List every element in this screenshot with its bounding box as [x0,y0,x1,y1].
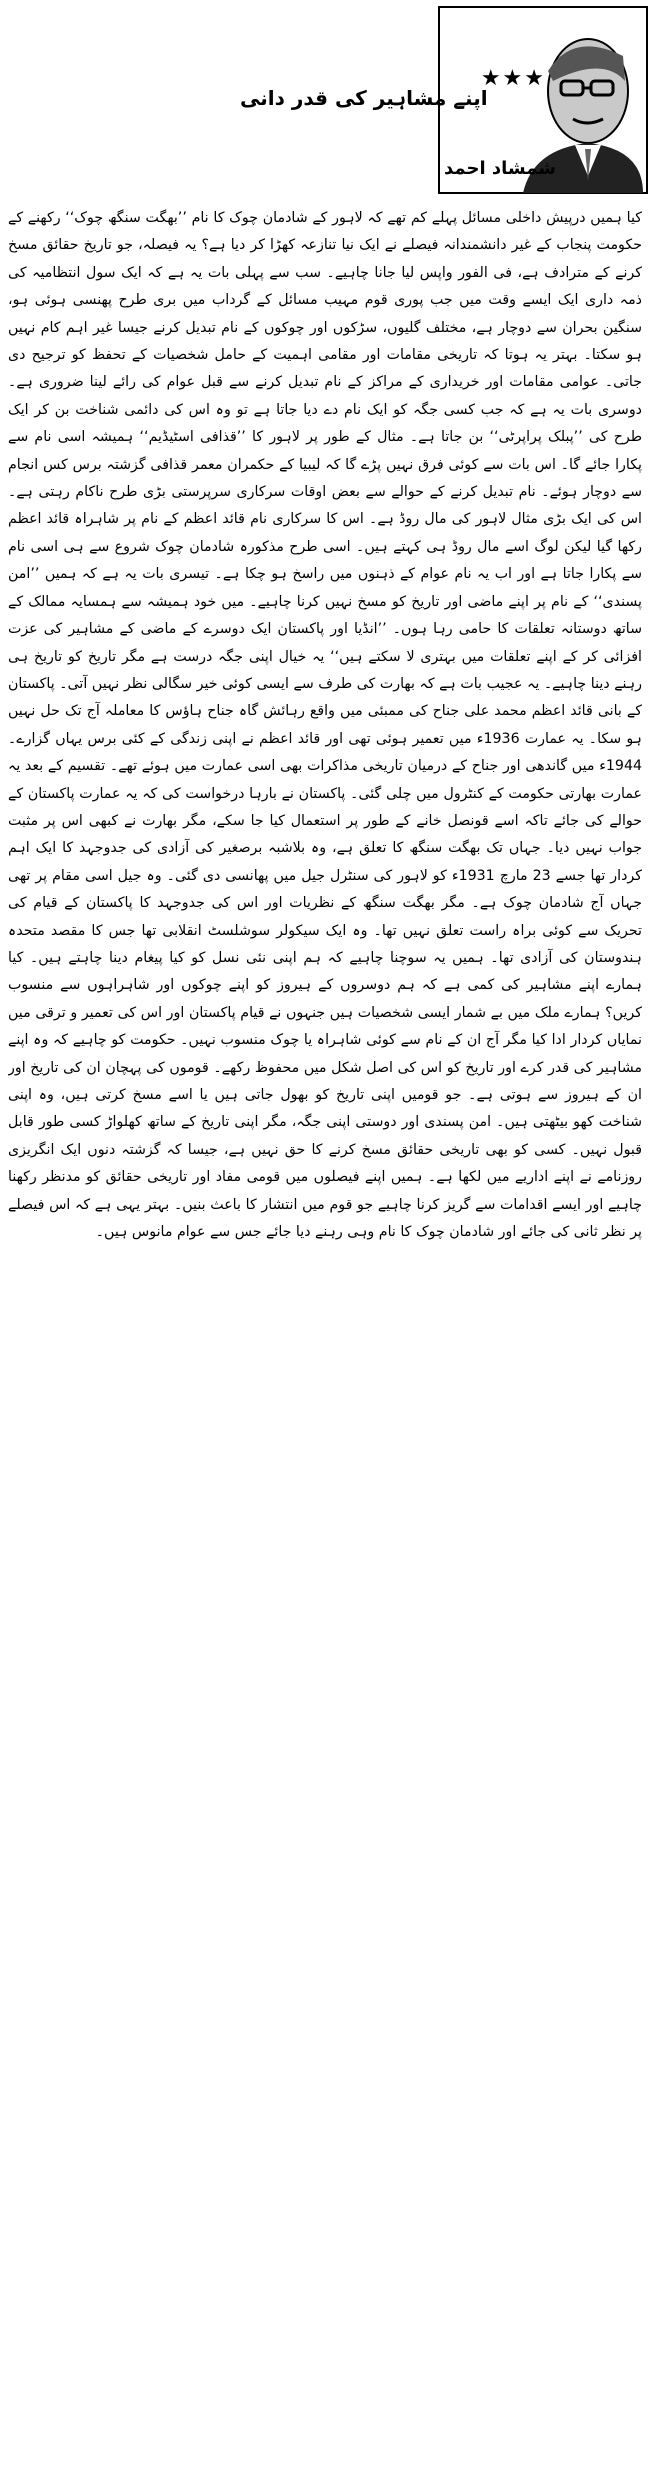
rating-stars: ★★★ [480,66,546,91]
article-body [8,205,642,2480]
article-paragraph: کیا ہمیں درپیش داخلی مسائل پہلے کم تھے کہ لاہور کے شادمان چوک کا نام ’’بھگت سنگھ چوک‘‘ رکھنے کے حکومت پنجاب کے غیر دانشمندانہ فیصلے نے ایک نیا تنازعہ کھڑا کر دیا ہے؟ یہ فیصلہ، جو تاریخ حقائق مسخ کرنے کے مترادف ہے، فی الفور واپس لیا جانا چاہیے۔ سب سے پہلی بات یہ ہے کہ ایک سول انتظامیہ کی ذمہ داری ایک ایسے وقت میں جب پوری قوم مہیب مسائل کے گرداب میں بری طرح پھنسی ہوئی ہو، سنگین بحران سے دوچار ہے، مختلف گلیوں، سڑکوں اور چوکوں کے نام تبدیل کرنے جیسا غیر اہم کام نہیں ہو سکتا۔ بہتر یہ ہوتا کہ تاریخی مقامات اور مقامی اہمیت کے حامل شخصیات کے تحفظ کو ترجیح دی جاتی۔ عوامی مقامات اور خریداری کے مراکز کے نام تبدیل کرنے سے قبل عوام کی رائے لینا ضروری ہے۔ دوسری بات یہ ہے کہ جب کسی جگہ کو ایک نام دے دیا جاتا ہے تو وہ اس کی دائمی شناخت بن کر ایک طرح کی ’’پبلک پراپرٹی‘‘ بن جاتا ہے۔ مثال کے طور پر لاہور کا ’’قذافی اسٹیڈیم‘‘ ہمیشہ اسی نام سے پکارا جائے گا۔ اس بات سے کوئی فرق نہیں پڑے گا کہ لیبیا کے حکمران معمر قذافی گزشتہ برس کس انجام سے دوچار ہوئے۔ نام تبدیل کرنے کے حوالے سے بعض اوقات سرکاری سرپرستی بڑی طرح ناکام رہتی ہے۔ اس کی ایک بڑی مثال لاہور کی مال روڈ ہے۔ اس کا سرکاری نام قائد اعظم کے نام پر شاہراہ قائد اعظم رکھا گیا لیکن لوگ اسے مال روڈ ہی کہتے ہیں۔ اسی طرح مذکورہ شادمان چوک شروع سے ہی اسی نام سے پکارا جاتا ہے اور اب یہ نام عوام کے ذہنوں میں راسخ ہو چکا ہے۔ تیسری بات یہ ہے کہ ہمیں ’’امن پسندی‘‘ کے نام پر اپنے ماضی اور تاریخ کو مسخ نہیں کرنا چاہیے۔ میں خود ہمیشہ سے ہمسایہ ممالک کے ساتھ دوستانہ تعلقات کا حامی رہا ہوں۔ ’’انڈیا اور پاکستان ایک دوسرے کے ماضی کے مشاہیر کی عزت افزائی کر کے اپنے تعلقات میں بہتری لا سکتے ہیں‘‘ یہ خیال اپنی جگہ درست ہے مگر تاریخ کو تاریخ ہی رہنے دینا چاہیے۔ یہ عجیب بات ہے کہ بھارت کی طرف سے ایسی کوئی خیر سگالی نظر نہیں آتی۔ پاکستان کے بانی قائد اعظم محمد علی جناح کی ممبئی میں واقع رہائش گاہ جناح ہاؤس کا معاملہ آج تک حل نہیں ہو سکا۔ یہ عمارت 1936ء میں تعمیر ہوئی تھی اور قائد اعظم نے اپنی زندگی کے کئی برس یہاں گزارے۔ 1944ء میں گاندھی اور جناح کے درمیان تاریخی مذاکرات بھی اسی عمارت میں ہوئے تھے۔ تقسیم کے بعد یہ عمارت بھارتی حکومت کے کنٹرول میں چلی گئی۔ پاکستان نے بارہا درخواست کی کہ یہ عمارت پاکستان کے حوالے کی جائے تاکہ اسے قونصل خانے کے طور پر استعمال کیا جا سکے، مگر بھارت نے کبھی اس پر مثبت جواب نہیں دیا۔ جہاں تک بھگت سنگھ کا تعلق ہے، وہ بلاشبہ برصغیر کی آزادی کی جدوجہد کا ایک اہم کردار تھا جسے 23 مارچ 1931ء کو لاہور کی سنٹرل جیل میں پھانسی دی گئی۔ وہ جیل اسی مقام پر تھی جہاں آج شادمان چوک ہے۔ مگر بھگت سنگھ کے نظریات اور اس کی جدوجہد کا پاکستان کے قیام کی تحریک سے کوئی براہ راست تعلق نہیں تھا۔ وہ ایک سیکولر سوشلسٹ انقلابی تھا جس کا مقصد متحدہ ہندوستان کی آزادی تھا۔ ہمیں یہ سوچنا چاہیے کہ ہم اپنی نئی نسل کو کیا پیغام دینا چاہتے ہیں۔ کیا ہمارے اپنے مشاہیر کی کمی ہے کہ ہم دوسروں کے ہیروز کو اپنے چوکوں اور شاہراہوں سے منسوب کریں؟ ہمارے ملک میں بے شمار ایسی شخصیات ہیں جنہوں نے قیام پاکستان اور اس کی تعمیر و ترقی میں نمایاں کردار ادا کیا مگر آج ان کے نام سے کوئی شاہراہ یا چوک منسوب نہیں۔ حکومت کو چاہیے کہ وہ اپنے مشاہیر کی قدر کرے اور تاریخ کو اس کی اصل شکل میں محفوظ رکھے۔ قوموں کی پہچان ان کی تاریخ اور ان کے ہیروز سے ہوتی ہے۔ جو قومیں اپنی تاریخ کو بھول جاتی ہیں یا اسے مسخ کرتی ہیں، وہ اپنی شناخت کھو بیٹھتی ہیں۔ امن پسندی اور دوستی اپنی جگہ، مگر اپنی تاریخ کے ساتھ کھلواڑ کسی طور قابل قبول نہیں۔ کسی کو بھی تاریخی حقائق مسخ کرنے کا حق نہیں ہے، جیسا کہ گزشتہ دنوں ایک انگریزی روزنامے نے اپنے اداریے میں لکھا ہے۔ ہمیں اپنے فیصلوں میں قومی مفاد اور تاریخی حقائق کو مدنظر رکھنا چاہیے اور ایسے اقدامات سے گریز کرنا چاہیے جو قوم میں انتشار کا باعث بنیں۔ بہتر یہی ہے کہ اس فیصلے پر نظر ثانی کی جائے اور شادمان چوک کا نام وہی رہنے دیا جائے جس سے عوام مانوس ہیں۔ [8,210,642,1241]
column-header [200,6,648,196]
author-name: شمشاد احمد [444,158,556,179]
column-title: اپنے مشاہیر کی قدر دانی [240,86,488,110]
